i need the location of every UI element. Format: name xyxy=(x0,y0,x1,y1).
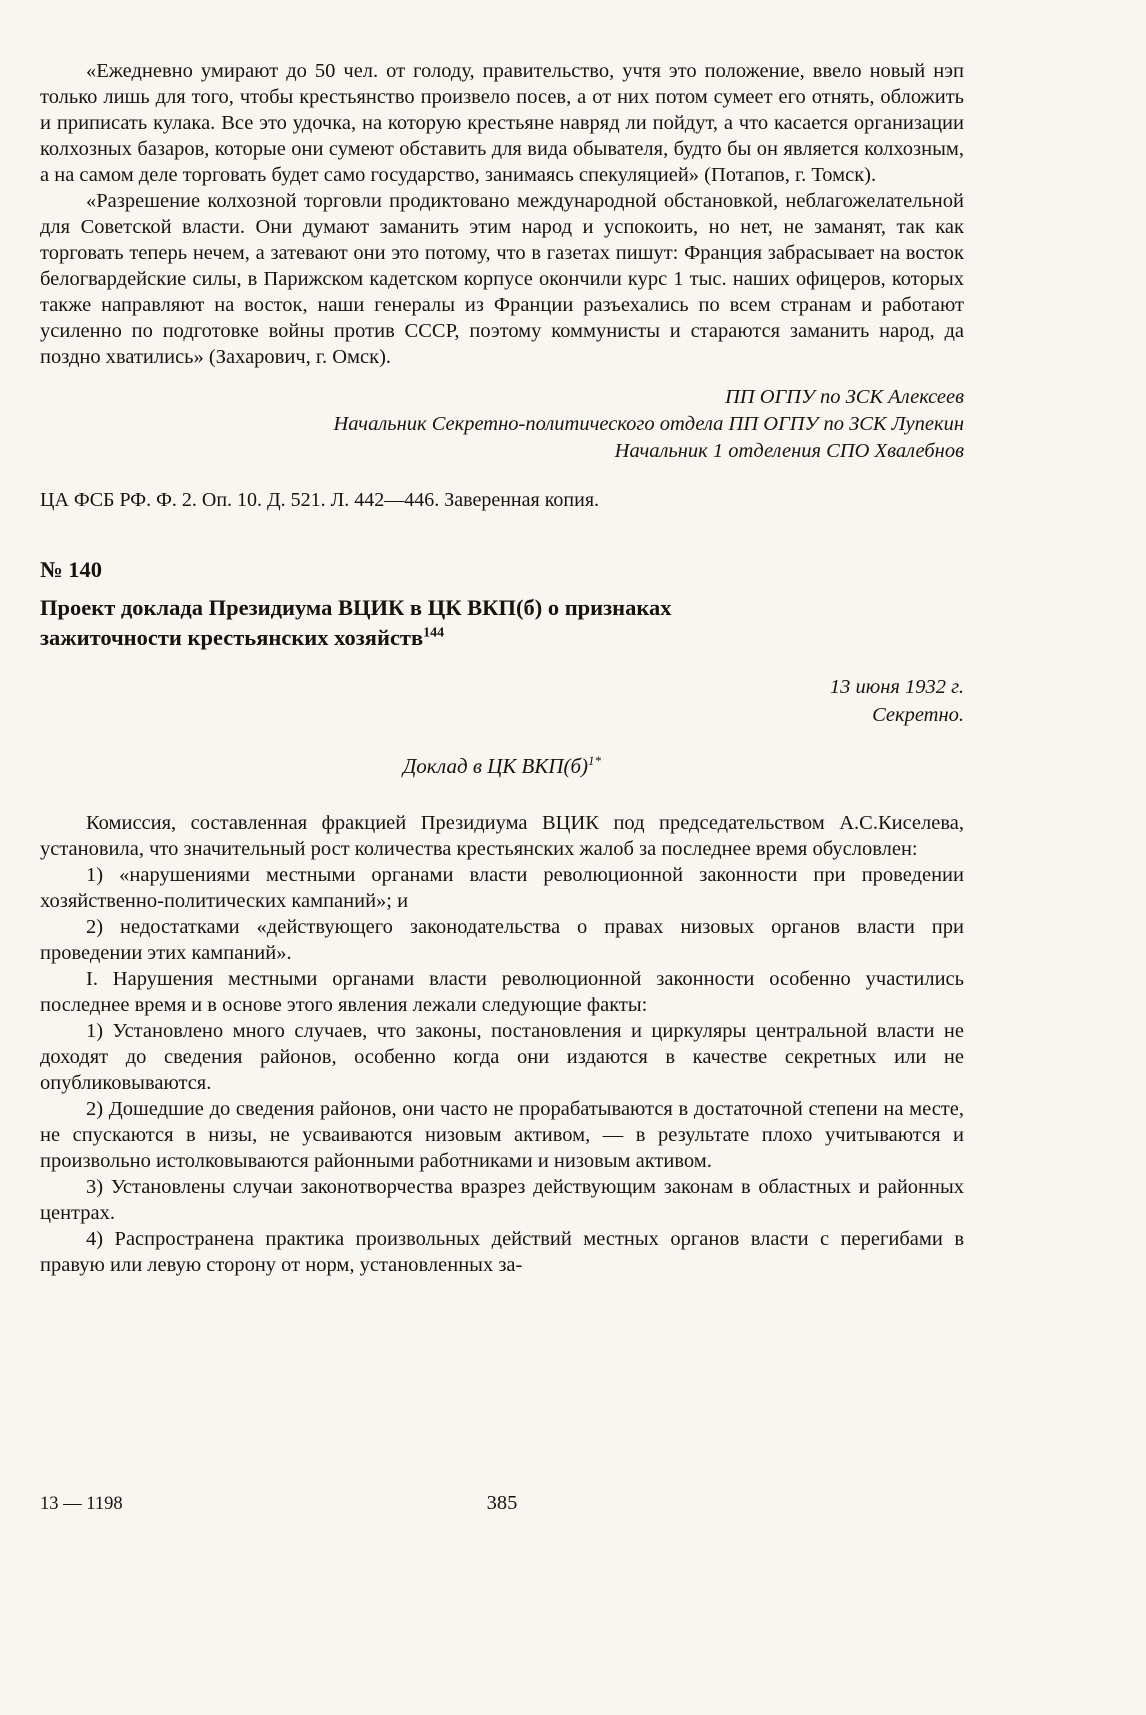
document-subtitle xyxy=(40,753,964,780)
footnote-ref-1: 1* xyxy=(588,753,602,768)
quote-paragraph-2: «Разрешение колхозной торговли продиктовано международной обстановкой, неблагожелательной для Советской власти. Они думают заманить этим народ и успокоить, но нет, не заманят, так как торговать теперь нечем, а затевают они это потому, что в газетах пишут: Франция забрасывает на восток белогвардейские силы, в Парижском кадетском корпусе окончили курс 1 тыс. наших офицеров, которых также направляют на восток, наши генералы из Франции разъехались по всем странам и работают усиленно по подготовке войны против СССР, поэтому коммунисты и стараются заманить народ, да поздно хватились» (Захарович, г. Омск). xyxy=(40,190,964,368)
page-number: 385 xyxy=(486,1492,518,1514)
body-paragraph-6: 2) Дошедшие до сведения районов, они часто не прорабатываются в достаточной степени на месте, не спускаются в низы, не усваиваются низовым активом, — в результате плохо учитываются и произвольно истолковываются районными работниками и низовым активом. xyxy=(40,1098,964,1172)
signature-line-2: Начальник Секретно-политического отдела ПП ОГПУ по ЗСК Лупекин xyxy=(333,413,964,435)
document-date: 13 июня 1932 г. xyxy=(829,676,964,698)
signature-block xyxy=(40,384,964,465)
body-paragraph-5: 1) Установлено много случаев, что законы, постановления и циркуляры центральной власти не доходят до сведения районов, особенно когда они издаются в качестве секретных или не опубликовываются. xyxy=(40,1020,964,1094)
body-paragraph-7: 3) Установлены случаи законотворчества вразрез действующим законам в областных и районных центрах. xyxy=(40,1176,964,1224)
signature-line-1: ПП ОГПУ по ЗСК Алексеев xyxy=(725,386,964,408)
body-paragraph-2: 1) «нарушениями местными органами власти революционной законности при проведении хозяйственно-политических кампаний»; и xyxy=(40,864,964,912)
document-number: № 140 xyxy=(40,557,102,582)
body-paragraph-3: 2) недостатками «действующего законодательства о правах низовых органов власти при проведении этих кампаний». xyxy=(40,916,964,964)
secrecy-label: Секретно. xyxy=(872,704,964,726)
document-body xyxy=(40,810,964,1278)
body-paragraph-8: 4) Распространена практика произвольных действий местных органов власти с перегибами в правую или левую сторону от норм, установленных за- xyxy=(40,1228,964,1276)
quote-paragraph-1: «Ежедневно умирают до 50 чел. от голоду, правительство, учтя это положение, ввело новый нэп только лишь для того, чтобы крестьянство произвело посев, а от них потом сумеет его отнять, обложить и приписать кулака. Все это удочка, на которую крестьяне навряд ли пойдут, а что касается организации колхозных базаров, которые они сумеют обставить для вида обывателя, будто бы он является колхозным, а на самом деле торговать будет само государство, занимаясь спекуляцией» (Потапов, г. Томск). xyxy=(40,60,964,186)
document-title-text: Проект доклада Президиума ВЦИК в ЦК ВКП(б) о признаках зажиточности крестьянских хозяйств xyxy=(40,595,672,650)
print-code: 13 — 1198 xyxy=(40,1494,123,1514)
date-block xyxy=(40,673,964,729)
archive-reference: ЦА ФСБ РФ. Ф. 2. Оп. 10. Д. 521. Л. 442—446. Заверенная копия. xyxy=(40,489,600,511)
body-paragraph-1: Комиссия, составленная фракцией Президиума ВЦИК под председательством А.С.Киселева, установила, что значительный рост количества крестьянских жалоб за последнее время обусловлен: xyxy=(40,812,964,860)
body-paragraph-4: I. Нарушения местными органами власти революционной законности особенно участились последнее время и в основе этого явления лежали следующие факты: xyxy=(40,968,964,1016)
document-subtitle-text: Доклад в ЦК ВКП(б) xyxy=(402,754,589,778)
signature-line-3: Начальник 1 отделения СПО Хвалебнов xyxy=(614,440,964,462)
footnote-ref-144: 144 xyxy=(423,625,445,641)
document-title xyxy=(40,593,780,653)
